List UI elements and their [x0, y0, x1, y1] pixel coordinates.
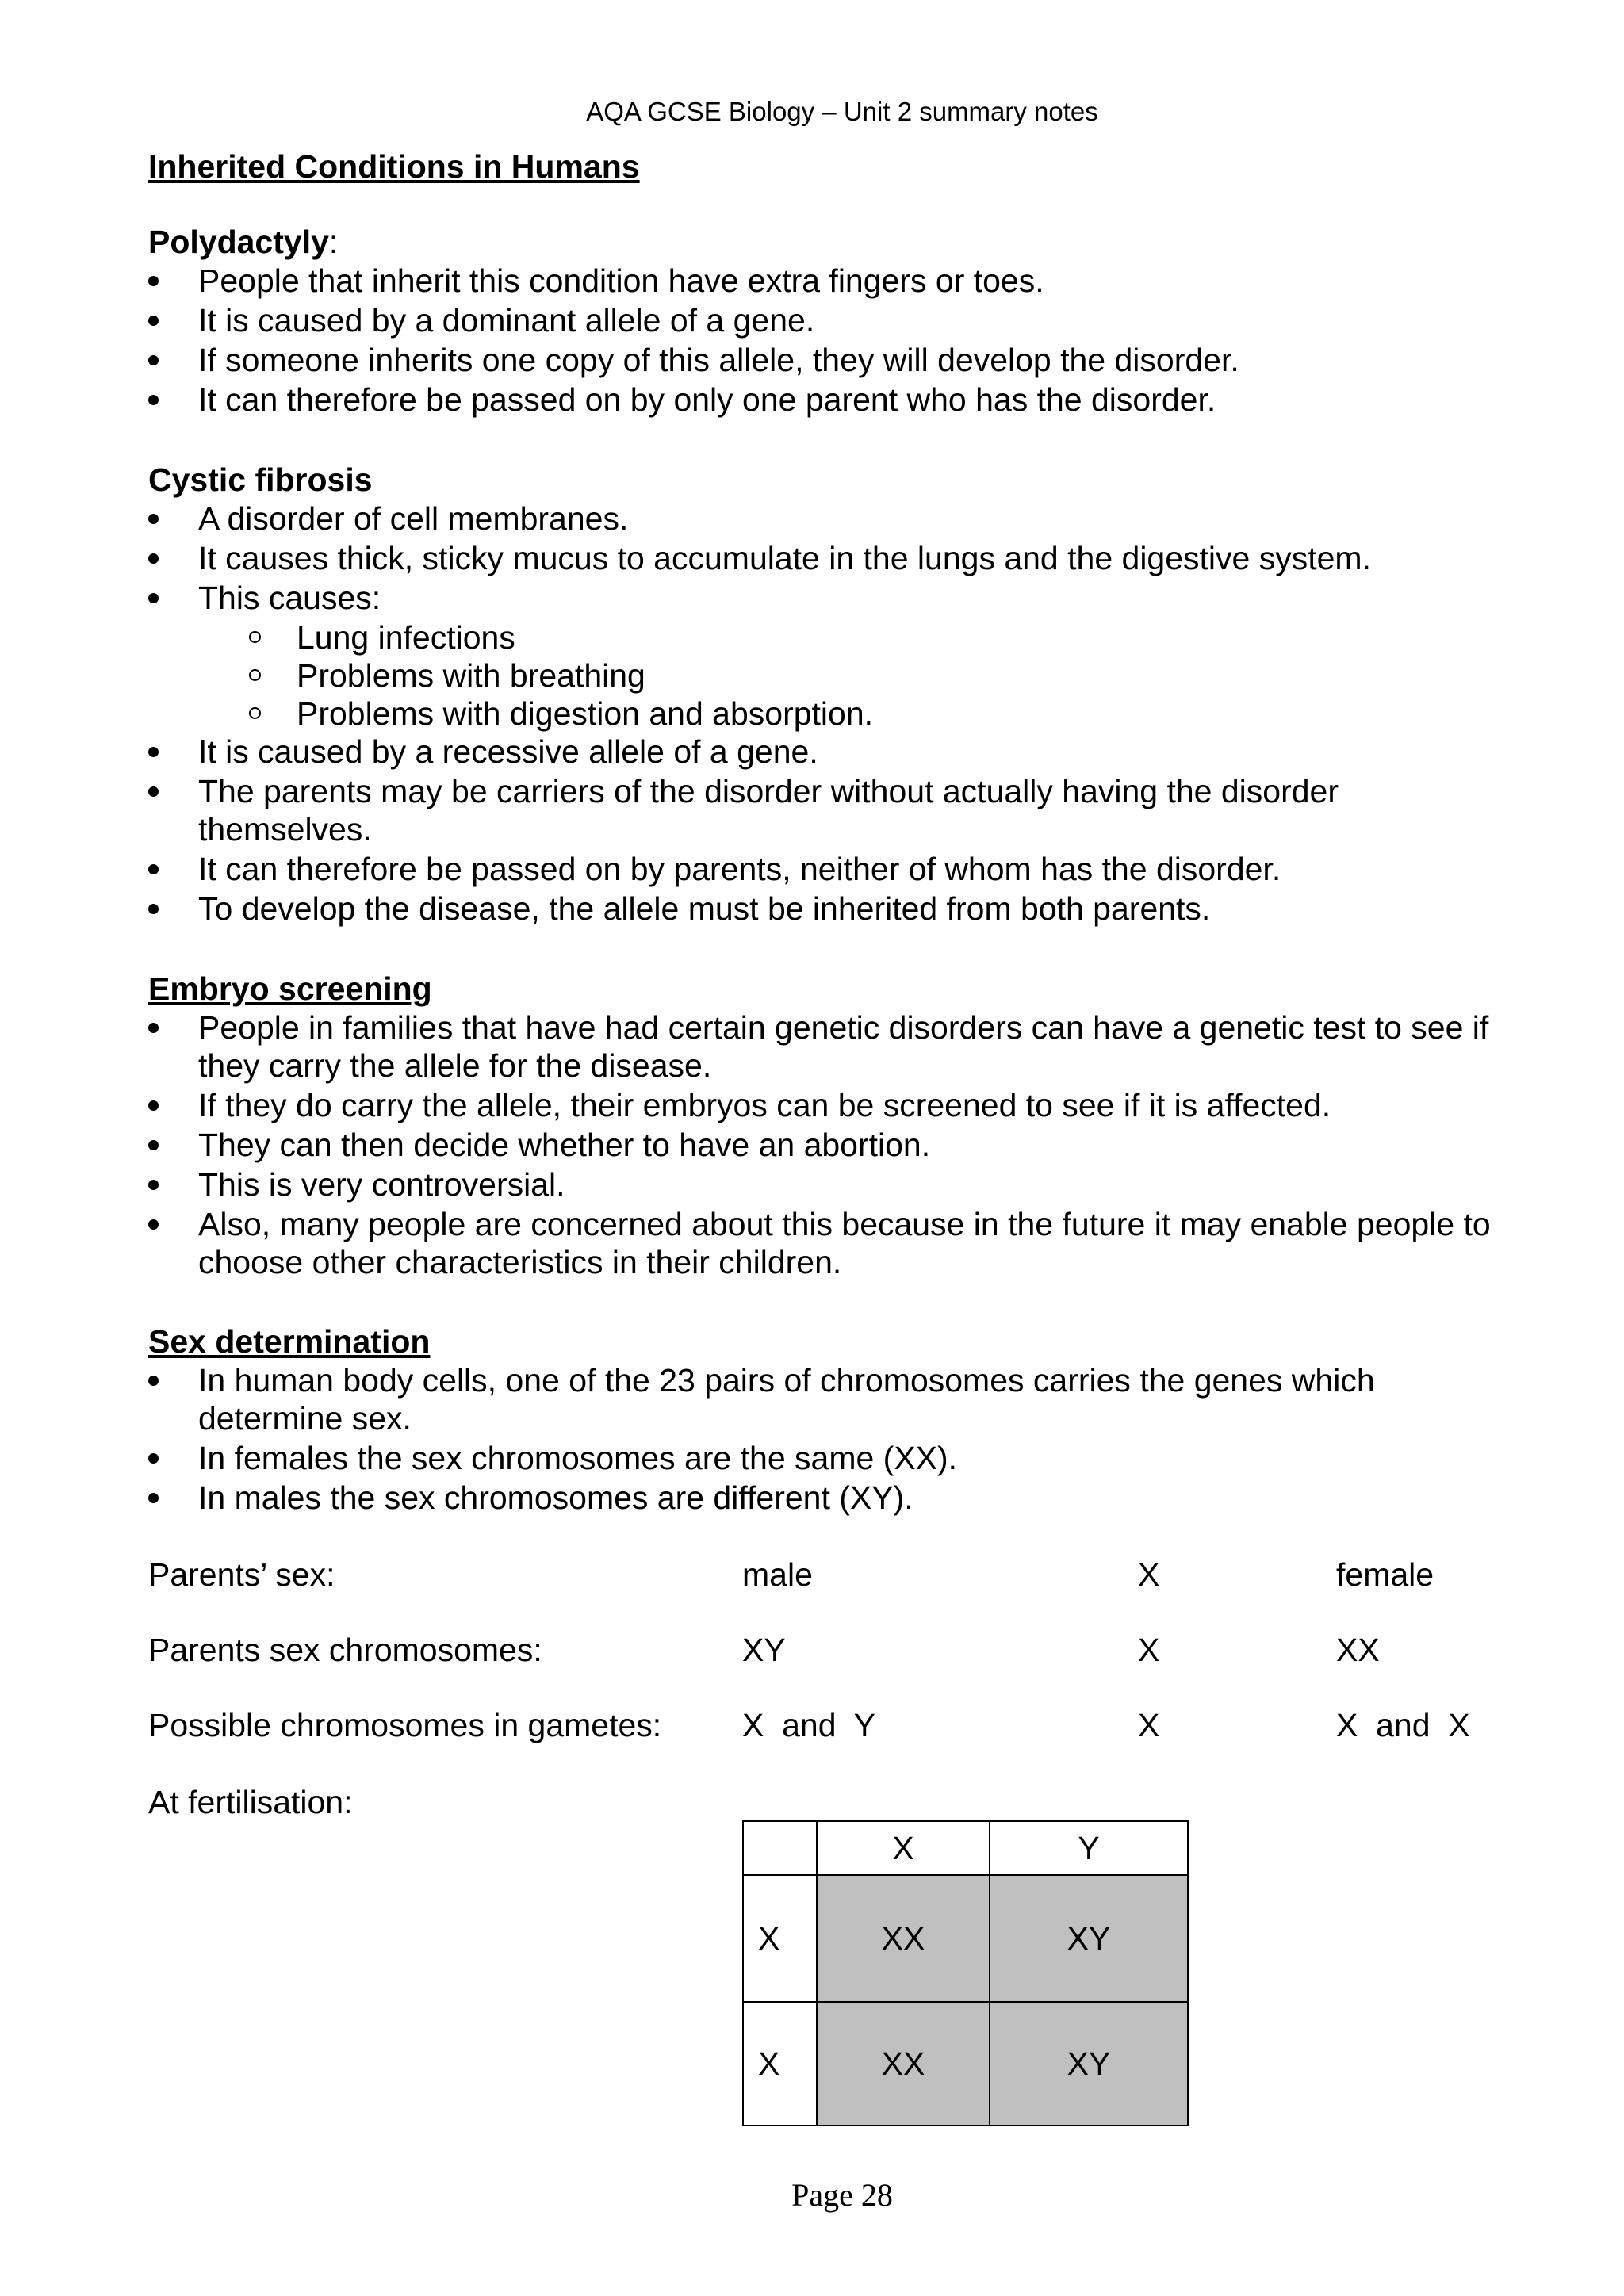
list-item [148, 262, 1496, 300]
circle-bullet-icon [249, 669, 261, 681]
list-item-text: The parents may be carriers of the disorder without actually having the disorder themselves. [198, 773, 1339, 848]
punnett-cell: XX [817, 1875, 990, 2002]
bullet-icon [148, 514, 159, 524]
list-item-text: It is caused by a dominant allele of a gene. [198, 302, 815, 339]
punnett-header-row [743, 1821, 1188, 1875]
cross-row-parent-b: X and X [1336, 1707, 1470, 1743]
cystic-fibrosis-list-2 [148, 733, 1496, 928]
embryo-screening-list [148, 1008, 1496, 1281]
punnett-row [743, 2002, 1188, 2126]
list-item [148, 1205, 1496, 1281]
list-item-text: People in families that have had certain genetic disorders can have a genetic test to see if they carry the allele for the disease. [198, 1009, 1489, 1084]
list-item [148, 1008, 1496, 1085]
punnett-cell: XY [990, 2002, 1188, 2126]
list-item [148, 301, 1496, 339]
cross-row-cross-symbol: X [1138, 1632, 1160, 1668]
list-item-text: A disorder of cell membranes. [198, 500, 629, 537]
cross-row-gametes [148, 1707, 1496, 1747]
bullet-icon [148, 553, 159, 564]
sex-determination-list [148, 1361, 1496, 1517]
list-item-text: They can then decide whether to have an abortion. [198, 1127, 931, 1163]
punnett-cell: XY [990, 1875, 1188, 2002]
list-item [148, 381, 1496, 419]
cross-row-cross-symbol: X [1138, 1707, 1160, 1743]
list-item [148, 579, 1496, 617]
punnett-row [743, 1875, 1188, 2002]
punnett-col-header: Y [990, 1821, 1188, 1875]
list-item [148, 499, 1496, 538]
punnett-square [742, 1820, 1189, 2126]
bullet-icon [148, 1140, 159, 1150]
title-section [148, 147, 1496, 186]
punnett-row-header: X [743, 1875, 817, 2002]
bullet-icon [148, 316, 159, 326]
bullet-icon [148, 1376, 159, 1386]
bullet-icon [148, 747, 159, 757]
list-item-text: In females the sex chromosomes are the same (XX). [198, 1440, 958, 1476]
bullet-icon [148, 1493, 159, 1503]
polydactyly-section [148, 222, 1496, 420]
cross-row-parent-b: female [1336, 1556, 1434, 1593]
polydactyly-list [148, 262, 1496, 419]
fertilisation-label: At fertilisation: [148, 1784, 353, 1820]
sub-list-item [148, 618, 1496, 656]
punnett-row-header: X [743, 2002, 817, 2126]
sub-list-item-text: Lung infections [297, 619, 515, 656]
cross-row-sex-chromosomes [148, 1632, 1496, 1671]
list-item-text: It can therefore be passed on by only one parent who has the disorder. [198, 381, 1216, 418]
cross-row-label: Parents’ sex: [148, 1556, 335, 1593]
list-item [148, 733, 1496, 771]
list-item [148, 1126, 1496, 1164]
bullet-icon [148, 1100, 159, 1111]
list-item-text: It can therefore be passed on by parents, neither of whom has the disorder. [198, 851, 1281, 887]
cross-row-parent-a: X and Y [742, 1707, 875, 1743]
list-item [148, 1479, 1496, 1517]
list-item-text: It causes thick, sticky mucus to accumulate in the lungs and the digestive system. [198, 540, 1371, 576]
punnett-corner-cell [743, 1821, 817, 1875]
bullet-icon [148, 786, 159, 797]
list-item-text: This is very controversial. [198, 1166, 565, 1203]
list-item-text: To develop the disease, the allele must be inherited from both parents. [198, 890, 1211, 927]
cystic-fibrosis-sublist [148, 618, 1496, 733]
list-item-text: In males the sex chromosomes are different (XY). [198, 1479, 914, 1516]
list-item-text: People that inherit this condition have extra fingers or toes. [198, 262, 1044, 299]
bullet-icon [148, 1453, 159, 1464]
cystic-fibrosis-section [148, 460, 1496, 929]
list-item [148, 1361, 1496, 1437]
bullet-icon [148, 1180, 159, 1190]
list-item [148, 890, 1496, 928]
list-item [148, 1165, 1496, 1203]
list-item-text: It is caused by a recessive allele of a gene. [198, 733, 818, 770]
bullet-icon [148, 1023, 159, 1033]
bullet-icon [148, 355, 159, 365]
circle-bullet-icon [249, 631, 261, 643]
bullet-icon [148, 864, 159, 874]
polydactyly-heading-text: Polydactyly [148, 224, 329, 260]
cross-row-parent-b: XX [1336, 1632, 1380, 1668]
cross-row-label: Possible chromosomes in gametes: [148, 1707, 662, 1743]
cross-row-parent-a: XY [742, 1632, 786, 1668]
list-item [148, 1439, 1496, 1477]
circle-bullet-icon [249, 707, 261, 719]
cross-row-cross-symbol: X [1138, 1556, 1160, 1593]
bullet-icon [148, 904, 159, 914]
bullet-icon [148, 395, 159, 405]
punnett-cell: XX [817, 2002, 990, 2126]
sub-list-item-text: Problems with digestion and absorption. [297, 695, 874, 732]
bullet-icon [148, 1219, 159, 1230]
cross-row-parent-a: male [742, 1556, 813, 1593]
sub-list-item [148, 656, 1496, 695]
cystic-fibrosis-heading: Cystic fibrosis [148, 461, 373, 498]
list-item [148, 341, 1496, 379]
list-item-text: This causes: [198, 580, 381, 616]
list-item [148, 850, 1496, 888]
sex-determination-section [148, 1322, 1496, 1518]
polydactyly-heading-colon: : [328, 224, 339, 260]
sub-list-item [148, 695, 1496, 733]
list-item-text: In human body cells, one of the 23 pairs of chromosomes carries the genes which determine sex. [198, 1362, 1375, 1437]
list-item [148, 539, 1496, 577]
list-item-text: If they do carry the allele, their embryos can be screened to see if it is affected. [198, 1087, 1331, 1123]
cross-row-parents-sex [148, 1556, 1496, 1596]
embryo-screening-section [148, 969, 1496, 1283]
page-title: Inherited Conditions in Humans [148, 148, 640, 185]
embryo-screening-heading: Embryo screening [148, 970, 432, 1007]
bullet-icon [148, 276, 159, 286]
bullet-icon [148, 593, 159, 603]
cystic-fibrosis-list [148, 499, 1496, 617]
list-item [148, 1086, 1496, 1124]
punnett-col-header: X [817, 1821, 990, 1875]
list-item [148, 772, 1496, 848]
sub-list-item-text: Problems with breathing [297, 657, 645, 694]
page-number: Page 28 [791, 2177, 893, 2213]
sex-determination-heading: Sex determination [148, 1323, 431, 1360]
cross-row-label: Parents sex chromosomes: [148, 1632, 542, 1668]
polydactyly-heading [148, 222, 1496, 262]
list-item-text: If someone inherits one copy of this allele, they will develop the disorder. [198, 342, 1239, 378]
page-header: AQA GCSE Biology – Unit 2 summary notes [586, 97, 1098, 126]
list-item-text: Also, many people are concerned about this because in the future it may enable people to choose other characteristics in their children. [198, 1206, 1491, 1280]
